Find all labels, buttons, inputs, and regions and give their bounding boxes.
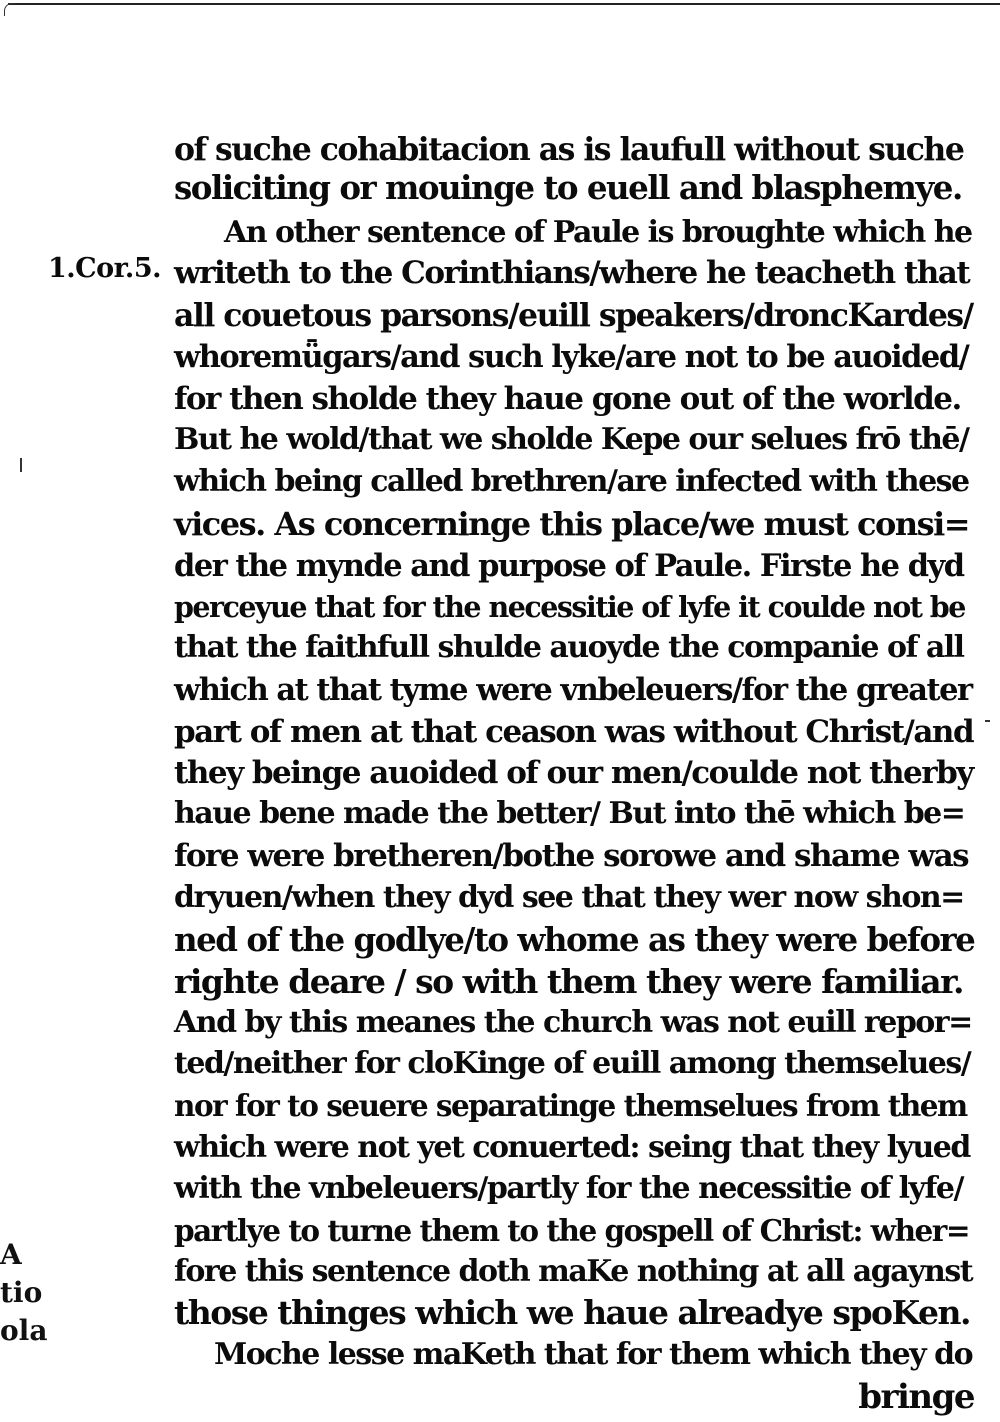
text-line: perceyue that for the necessitie of lyfe it coulde not be: [174, 590, 965, 624]
text-line: der the mynde and purpose of Paule. Firste he dyd: [174, 548, 964, 584]
facing-page-fragment: ola: [0, 1314, 48, 1347]
text-line: those thinges which we haue alreadye spoKen.: [174, 1293, 970, 1332]
text-line: Moche lesse maKeth that for them which they do: [214, 1337, 973, 1372]
text-line: An other sentence of Paule is broughte which he: [224, 215, 972, 250]
text-line: ted/neither for cloKinge of euill among themselues/: [174, 1046, 971, 1081]
text-line: which were not yet conuerted: seing that they lyued: [174, 1130, 970, 1165]
text-line: partlye to turne them to the gospell of Christ: wher=: [174, 1213, 970, 1248]
text-line: which being called brethren/are infected with these: [174, 464, 969, 499]
text-line: righte deare / so with them they were familiar.: [174, 962, 963, 1001]
text-line: fore were bretheren/bothe sorowe and shame was: [174, 838, 969, 874]
ink-speck: [985, 720, 990, 722]
text-line: of suche cohabitacion as is laufull without suche: [174, 131, 964, 168]
text-line: which at that tyme were vnbeleuers/for the greater: [174, 672, 972, 708]
text-line: ned of the godlye/to whome as they were before: [174, 920, 975, 959]
page-corner-curl: [4, 3, 15, 16]
text-line: with the vnbeleuers/partly for the necessitie of lyfe/: [174, 1171, 963, 1206]
text-line: whoremǖgars/and such lyke/are not to be auoided/: [174, 339, 969, 375]
catchword: bringe: [858, 1377, 974, 1417]
text-line: that the faithfull shulde auoyde the companie of all: [174, 630, 964, 665]
ink-speck: [20, 458, 22, 472]
text-line: all couetous parsons/euill speakers/droncKardes/: [174, 297, 973, 334]
text-line: for then sholde they haue gone out of the worlde.: [174, 381, 961, 417]
text-line: But he wold/that we sholde Kepe our selues frō thē/: [174, 422, 969, 457]
text-line: And by this meanes the church was not euill repor=: [174, 1005, 972, 1040]
text-line: they beinge auoided of our men/coulde not therby: [174, 755, 973, 791]
facing-page-fragment: A: [0, 1238, 22, 1271]
margin-reference: 1.Cor.5.: [48, 253, 162, 284]
facing-page-fragments: [0, 1236, 48, 1350]
page-top-edge: [8, 3, 1000, 5]
text-line: writeth to the Corinthians/where he teacheth that: [174, 255, 970, 291]
text-line: dryuen/when they dyd see that they wer now shon=: [174, 880, 964, 915]
text-line: haue bene made the better/ But into thē which be=: [174, 796, 965, 831]
text-line: part of men at that ceason was without Christ/and: [174, 714, 974, 750]
facing-page-fragment: tio: [0, 1276, 43, 1309]
text-line: fore this sentence doth maKe nothing at all agaynst: [174, 1254, 973, 1289]
text-line: vices. As concerninge this place/we must consi=: [174, 505, 970, 543]
text-line: nor for to seuere separatinge themselues from them: [174, 1088, 967, 1123]
text-line: soliciting or mouinge to euell and blasphemye.: [174, 168, 962, 207]
